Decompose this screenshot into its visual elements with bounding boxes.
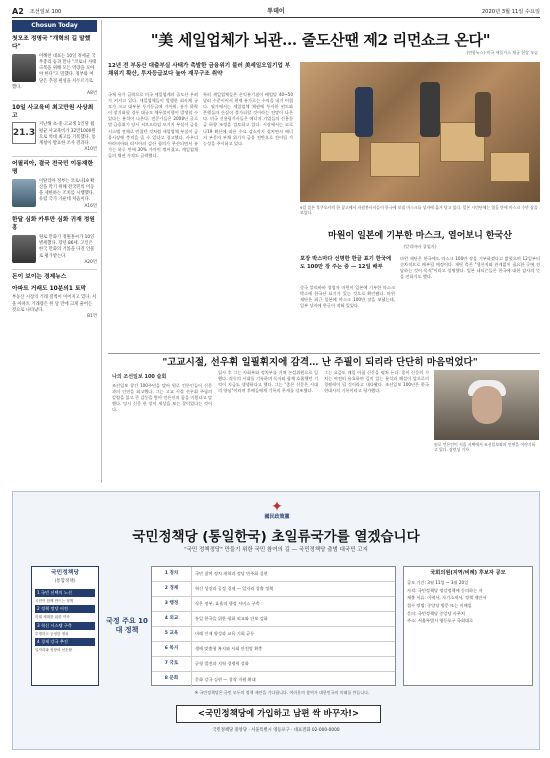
photo-credit: 장련성 기자 [449, 447, 470, 453]
table-cell: 문화 강국 실현 — 창작 지원 확대 [195, 676, 256, 682]
article-body: 조선일보 창간 100주년을 맞아 원로 언론인들이 신문과의 인연을 회고했다. 그는 고교 시절 선우휘 주필의 칼럼을 읽고 큰 감동을 받아 언론인의 꿈을 키웠다고 말했다. 당시 신문 한 장이 세상을 보는 창이었다는 것이다. [112, 383, 212, 413]
page-ref: A16면 [84, 203, 97, 209]
page-ref: A10면 [84, 147, 97, 153]
story2-byline: 나의 조선일보 100 술회 [112, 374, 167, 380]
left-column [12, 20, 102, 483]
paper-name: 조선일보 100 [29, 8, 62, 15]
recruit-line: 자격: 국민정책당 정강정책에 동의하는 자 [407, 587, 483, 593]
table-row [152, 642, 395, 657]
main-subhead: 12년 전 부동산 대출부실 사태가 촉발한 금융위기 불러 美셰일오일기업 부채위기 확산, 투자등급보다 높아 재무구조 취약 [108, 63, 291, 78]
table-cell: 4 외교 [152, 612, 192, 626]
left-item-body: 이해찬 대표는 10일 정세균 국무총리 등과 만나 "코로나 사태 극복을 위해 모든 역량을 모아야 한다"고 말했다. 정부와 여당은 추경 편성을 서두르기로 했다. [12, 53, 97, 90]
policy-item-desc: 미래 세대를 위한 약속 [35, 615, 70, 620]
ad-footer: 국민정책당 중앙당 · 서울특별시 영등포구 · 대표전화 02-000-0000 [212, 728, 340, 733]
article-body: 특히 셰일업체들은 손익분기점이 배럴당 40~50달러 수준이어서 현재 유가로는 수익을 내기 어렵다. 월가에서는 셰일업체 채권에 투자한 펀드와 은행들의 손실이 불가피할 것이라는 전망이 나온다. 미국 신용평가사들은 에너지 기업들의 신용등급 하향 조정을 검토하고 있다. 시장에서는 코로나19 확산에 따른 수요 감소까지 겹치면서 에너지 부문의 부채 위기가 금융 전반으로 전이될 가능성을 주시하고 있다. [203, 92, 293, 146]
table-cell: 3 행정 [152, 597, 192, 611]
table-cell: 국민 참여 정치 개혁과 정당 민주화 실현 [195, 571, 268, 577]
table-cell: 생애 맞춤형 복지와 사회 안전망 확충 [195, 646, 263, 652]
table-row [152, 597, 395, 612]
left-item-body: 원로 만화가 정원홍씨가 10일 별세했다. 향년 86세. 고인은 한국 만화의 기틀을 다진 인물로 평가받는다. [39, 235, 95, 259]
table-row [152, 672, 395, 687]
left-item-body: 부동산 시장의 거래 절벽이 이어지고 있다. 서울 아파트 거래량은 한 달 만에 크게 줄어든 것으로 나타났다. [12, 295, 97, 313]
left-item-title: 첫모조 정명국 "개혁의 길 말했다" [12, 36, 91, 50]
caption-text: 원로 언론인이 서울 자택에서 조선일보와의 인연을 이야기하고 있다. [434, 442, 536, 453]
table-row [152, 567, 395, 582]
headline-credit: (연합뉴스)-미국 셰일가스 채굴 현장 모습 [466, 50, 538, 55]
candidate-recruit-box [403, 566, 533, 686]
section-title: 투데이 [267, 8, 285, 16]
portrait-photo [434, 370, 539, 440]
table-cell: 2 경제 [152, 582, 192, 596]
article-body: 마윈 재단은 한국에도 마스크 100만 장을 기부하겠다고 밝혔으며 12일부터 순차적으로 배부될 예정이다. 재단 측은 "생산지와 관계없이 필요한 곳에 전달하는 것이 목적"이라고 설명했다. 일본 네티즌들은 한국에 대한 감사의 뜻을 전하기도 했다. [400, 256, 540, 280]
table-cell: 균형 발전과 지역 경쟁력 강화 [195, 661, 249, 667]
table-cell: 혁신 성장과 공정 경제 — 일자리 창출 정책 [195, 586, 274, 592]
page-ref: A20면 [84, 259, 97, 265]
logo-text: 國民政策黨 [264, 514, 290, 520]
recruit-header: 국회의원(지역/비례) 후보자 공모 [430, 570, 506, 576]
portrait-photo [12, 54, 36, 82]
policy-item-desc: 투명하고 공정한 정치 [35, 631, 69, 636]
table-cell: 8 문화 [152, 672, 192, 687]
policy-item-desc: 국민이 함께 만드는 정책 [35, 598, 74, 603]
divider [12, 269, 97, 270]
table-cell: 6 복지 [152, 642, 192, 656]
recruit-line: 주소: 서울특별시 영등포구 국회대로 [407, 618, 474, 624]
left-item[interactable] [12, 161, 97, 209]
left-item[interactable] [12, 105, 97, 153]
join-banner[interactable]: <국민정책당에 가입하고 남편 싹 바꾸자!> [176, 705, 381, 723]
recruit-line: 문의: 국민정책당 중앙당 사무처 [407, 610, 465, 616]
table-cell: 작은 정부, 효율적 행정 서비스 구축 [195, 601, 260, 607]
divider [12, 100, 97, 101]
policy-box-header: 국민정책당 [32, 567, 98, 579]
policy-item: 4 경제 강국 추진 [35, 638, 95, 646]
table-cell: 1 정치 [152, 567, 192, 581]
divider [108, 353, 540, 354]
article-body: 입사 후 그는 사회부와 정치부를 거쳐 논설위원으로 일했다. 격동의 시대를 기록하며 독자와 함께 호흡했던 기억이 지금도 생생하다고 했다. 그는 "좋은 신문은 시대의 양심"이라며 후배들에게 기록의 무게를 강조했다. [218, 370, 318, 394]
side-credit: (알리바바 창업자) [403, 244, 437, 249]
left-item-title: 아파트 거래도 10분의1 토막 [12, 285, 87, 292]
policy-table [151, 566, 396, 686]
table-cell: 7 국토 [152, 657, 192, 671]
chosun-today-header: Chosun Today [12, 20, 97, 32]
table-row [152, 657, 395, 672]
article-body: 중국 알리바바 창업자 마윈이 일본에 기부한 마스크 박스에 한국산 표기가 있는 것으로 확인됐다. 마윈 재단은 최근 일본에 마스크 100만 장을 보냈는데, 일부 상자에 한글이 적혀 있었다. [300, 285, 395, 309]
table-row [152, 612, 395, 627]
section-label: 돈이 보이는 경제뉴스 [12, 273, 67, 280]
issue-date: 2020년 3월 11일 수요일 [481, 8, 540, 15]
left-item[interactable] [12, 286, 97, 320]
policy-item: 3 혁신 시스템 구축 [35, 622, 95, 630]
left-item-body: 지난해 초·중·고교생 1인당 월평균 사교육비가 32만1000원으로 역대 최고를 기록했다. 통계청이 발표한 조사 결과다. [39, 122, 96, 147]
article-body: 국제 유가 급락으로 미국 셰일업계의 줄도산 우려가 커지고 있다. 셰일업체들이 발행한 회사채 규모가 크고 대부분 투기등급에 가까워, 유가 하락이 장기화될 경우 대규모 채무불이행이 발생할 수 있다는 분석이 나온다. 전문가들은 2008년 글로벌 금융위기 당시 서브프라임 모기지 부실이 금융 시스템 전체로 번졌던 것처럼 셰일업체 부실이 금융시장에 충격을 줄 수 있다고 경고했다. 사우디아라비아와 러시아의 감산 합의가 무산되면서 유가는 하루 만에 30% 가까이 떨어졌고, 셰일업체들의 채권 가격도 급락했다. [108, 92, 198, 158]
left-item-title: 한달 심화 카루만 심화 귀재 정원홍 [12, 217, 95, 232]
table-cell: 미래 인재 양성과 교육 기회 균등 [195, 631, 255, 637]
ad-subtitle: "국민 정책정당" 만들기 위한 국민 참여의 길 — 국민정책당 출범 대국민 고지 [184, 547, 368, 553]
ad-title: 국민정책당 (통일한국) 초일류국가를 열겠습니다 [132, 529, 420, 545]
party-logo [250, 500, 304, 524]
ad-center-label: 국정 주요 10대 정책 [106, 616, 148, 634]
policy-item-desc: 일자리와 성장의 선순환 [35, 648, 72, 653]
ad-policy-box [31, 566, 99, 686]
left-item-title: 10일 사교육비 최고만원 사상최고 [12, 104, 94, 119]
table-cell: 통일 한국을 위한 평화 외교와 안보 강화 [195, 616, 268, 622]
policy-item: 1 국민 선택의 노선 [35, 589, 95, 597]
divider [12, 212, 97, 213]
recruit-line: 접수 방법: 중앙당 방문 또는 이메일 [407, 603, 472, 609]
table-cell: 5 교육 [152, 627, 192, 641]
photo-caption: 9일 일본 후쿠오카의 한 창고에서 자원봉사자들이 한국에 보낼 마스크를 상자에 옮겨 담고 있다. 일본 시민단체는 열흘 만에 마스크 수만 장을 모았다. [300, 205, 538, 216]
portrait-photo [12, 235, 36, 263]
story2-headline[interactable]: "고교시절, 선우휘 일필휘지에 감격… 난 주필이 되리라 단단히 마음먹었다" [162, 357, 478, 368]
page-ref: B1면 [87, 314, 97, 319]
recruit-line: 공모 기간: 3월 11일 ~ 3월 20일 [407, 580, 469, 586]
left-item-title: 어필리아, 결국 전국민 이동재한명 [12, 161, 94, 175]
article-body: 그는 요즘도 매일 아침 신문을 펼쳐 든다. 종이 신문의 가치는 여전히 유효하며 깊이 있는 분석과 해설이 앞으로의 경쟁력이 될 것이라고 내다봤다. 조선일보 100년은 한국 현대사의 기록이라고 평가했다. [324, 370, 429, 394]
main-headline[interactable]: "美 세일업체가 뇌관… 줄도산땐 제2 리먼쇼크 온다" [150, 31, 491, 49]
page-number: A2 [12, 7, 24, 17]
table-row [152, 582, 395, 597]
masthead [12, 8, 540, 18]
policy-box-subheader: (통합정책) [54, 578, 76, 584]
policy-item: 2 정책 정당 비전 [35, 605, 95, 613]
advertisement[interactable] [12, 491, 540, 750]
ad-note: ※ 국민정책당은 국민 모두의 정책 제안을 기다립니다. 여러분의 참여가 대한민국의 미래를 만듭니다. [194, 690, 370, 695]
stat-badge: 21.3 [12, 122, 36, 144]
recruit-line: 제출 서류: 이력서, 자기소개서, 정책 제안서 [407, 595, 487, 601]
left-item[interactable] [12, 217, 97, 265]
page-ref: A8면 [87, 91, 97, 97]
table-row [152, 627, 395, 642]
side-headline[interactable]: 마원이 일본에 기부한 마스크, 열어보니 한국산 [328, 231, 512, 241]
side-subhead: 포장 박스마다 선명한 한글 표기 한국에도 100만 장 주는 중 — 12일 배부 [300, 256, 392, 270]
photo-caption [434, 442, 539, 453]
star-icon: ✦ [271, 499, 283, 515]
left-item[interactable] [12, 36, 97, 97]
left-item-body: 이탈리아 정부는 코로나19 확산을 막기 위해 전국민의 이동을 제한하는 조치를 시행했다. 유럽 국가 가운데 처음이다. [39, 178, 95, 203]
divider [12, 156, 97, 157]
news-photo [12, 179, 36, 207]
news-photo-masks [300, 62, 540, 202]
